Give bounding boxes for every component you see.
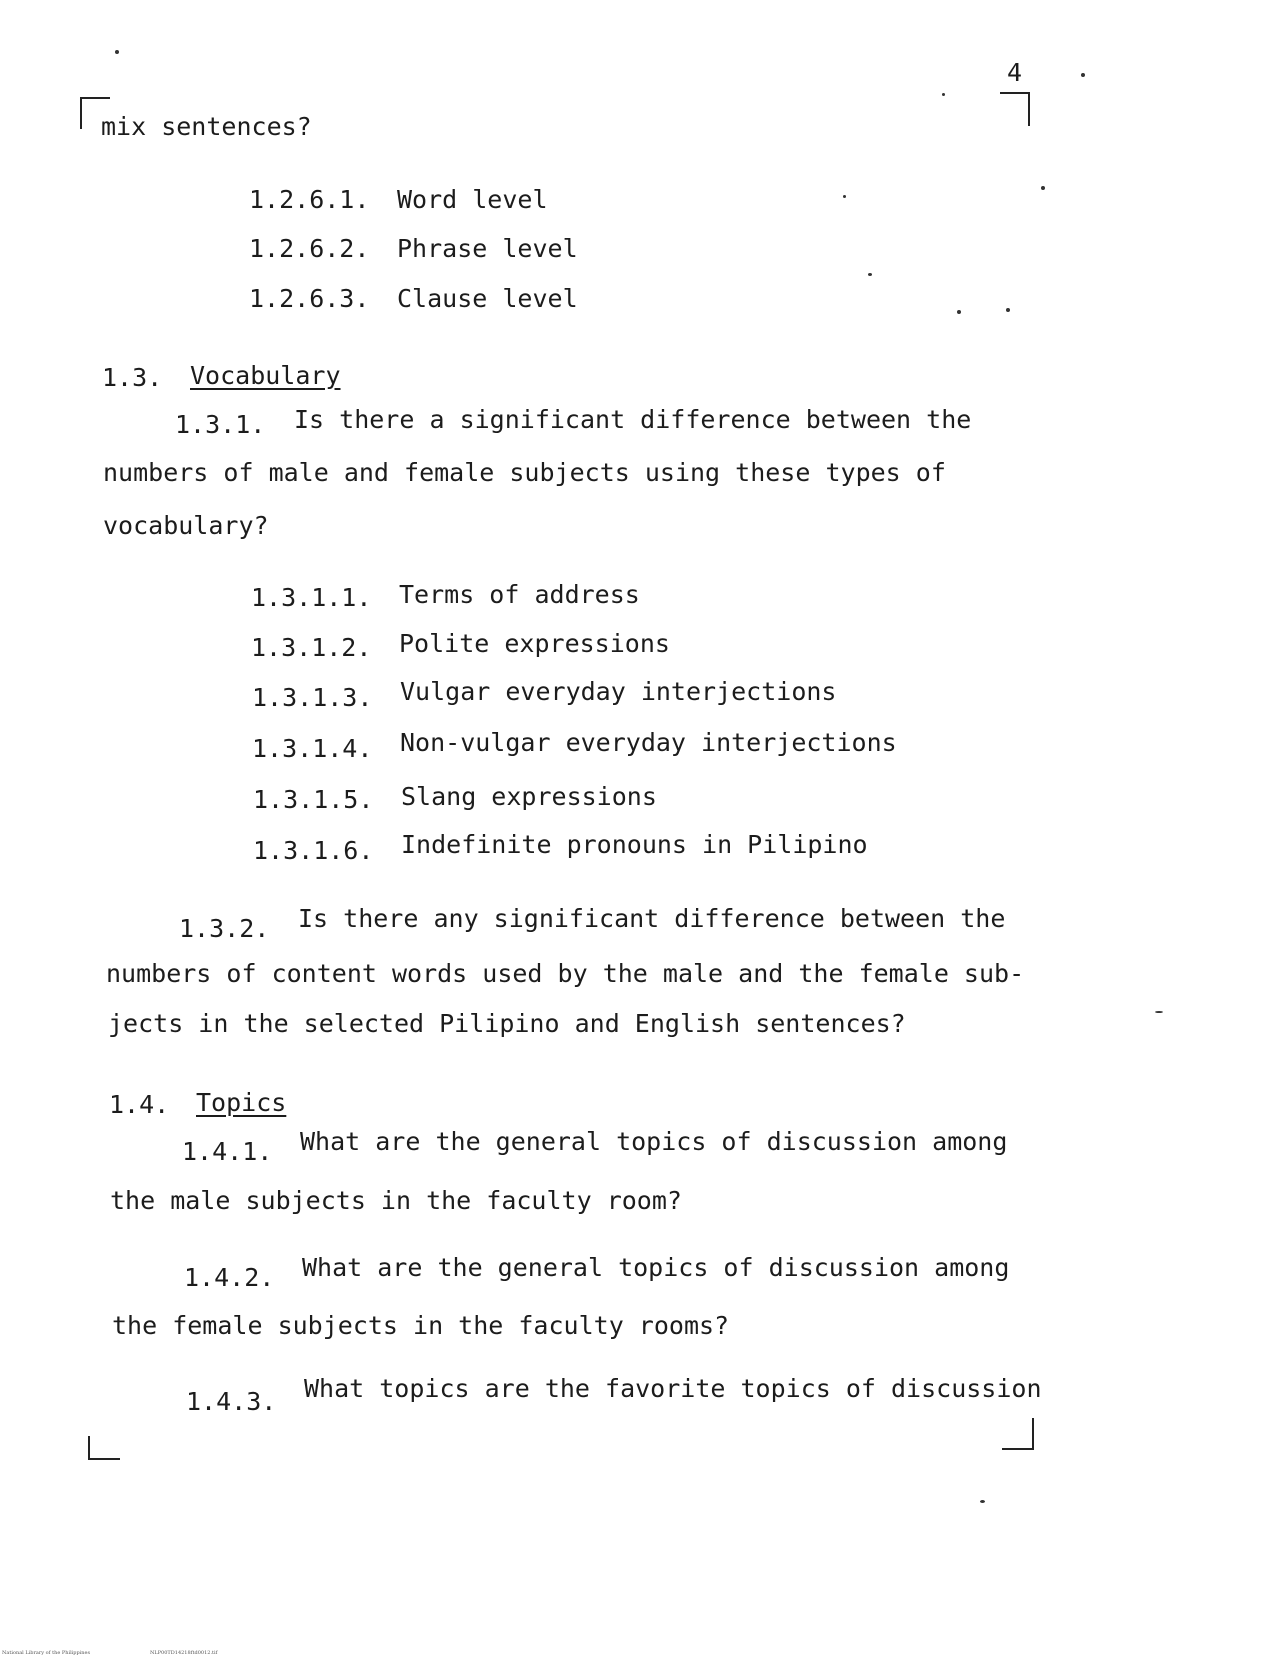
list-item-number: 1.3.1.3. [252,683,373,712]
section-title: Vocabulary [190,361,341,390]
scan-speck [1081,73,1085,77]
footer-library-name: National Library of the Philippines [2,1650,91,1656]
list-item-number: 1.2.6.2. [249,234,370,263]
intro-line: mix sentences? [101,112,312,141]
scan-speck [115,50,119,54]
section-number: 1.3. [102,363,163,392]
page-number: 4 [1007,58,1023,87]
question-number: 1.4.2. [184,1263,275,1292]
question-line: Is there a significant difference between the [294,405,972,434]
question-line: What are the general topics of discussion among [302,1253,1010,1282]
question-line: the female subjects in the faculty rooms? [112,1311,730,1340]
scan-speck [1041,186,1045,190]
list-item-text: Phrase level [397,234,578,263]
question-line: Is there any significant difference between the [298,904,1006,933]
scan-speck [1155,1011,1163,1013]
list-item-text: Slang expressions [401,782,657,811]
question-line: numbers of content words used by the male and the female sub- [106,959,1025,988]
list-item-text: Vulgar everyday interjections [400,677,837,706]
question-number: 1.3.1. [175,410,266,439]
list-item-number: 1.3.1.6. [253,836,374,865]
list-item-text: Word level [397,185,548,214]
crop-mark-bottom-left [88,1436,120,1460]
footer-file-name: NLP00TD14218ftd0012.tif [150,1650,218,1656]
section-number: 1.4. [109,1090,170,1119]
list-item-number: 1.3.1.2. [251,633,372,662]
question-line: numbers of male and female subjects using these types of [103,458,946,487]
scan-speck [942,93,945,96]
scan-speck [980,1500,985,1503]
list-item-number: 1.2.6.3. [249,284,370,313]
list-item-text: Terms of address [399,580,640,609]
question-number: 1.3.2. [179,914,270,943]
list-item-text: Clause level [397,284,578,313]
question-line: the male subjects in the faculty room? [110,1186,682,1215]
list-item-number: 1.3.1.1. [251,583,372,612]
scan-speck [957,310,961,314]
question-line: What topics are the favorite topics of discussion [304,1374,1042,1403]
list-item-number: 1.3.1.4. [252,734,373,763]
scan-speck [843,195,846,198]
question-line: jects in the selected Pilipino and English sentences? [108,1009,906,1038]
list-item-number: 1.2.6.1. [249,185,370,214]
question-line: vocabulary? [103,511,269,540]
scan-speck [868,273,872,276]
list-item-number: 1.3.1.5. [253,785,374,814]
list-item-text: Non-vulgar everyday interjections [400,728,897,757]
question-line: What are the general topics of discussion among [300,1127,1008,1156]
crop-mark-top-right [1000,92,1030,126]
list-item-text: Polite expressions [399,629,670,658]
section-title: Topics [196,1088,287,1117]
question-number: 1.4.3. [186,1387,277,1416]
scan-speck [1006,308,1010,312]
list-item-text: Indefinite pronouns in Pilipino [401,830,868,859]
question-number: 1.4.1. [182,1137,273,1166]
crop-mark-bottom-right [1002,1418,1034,1450]
